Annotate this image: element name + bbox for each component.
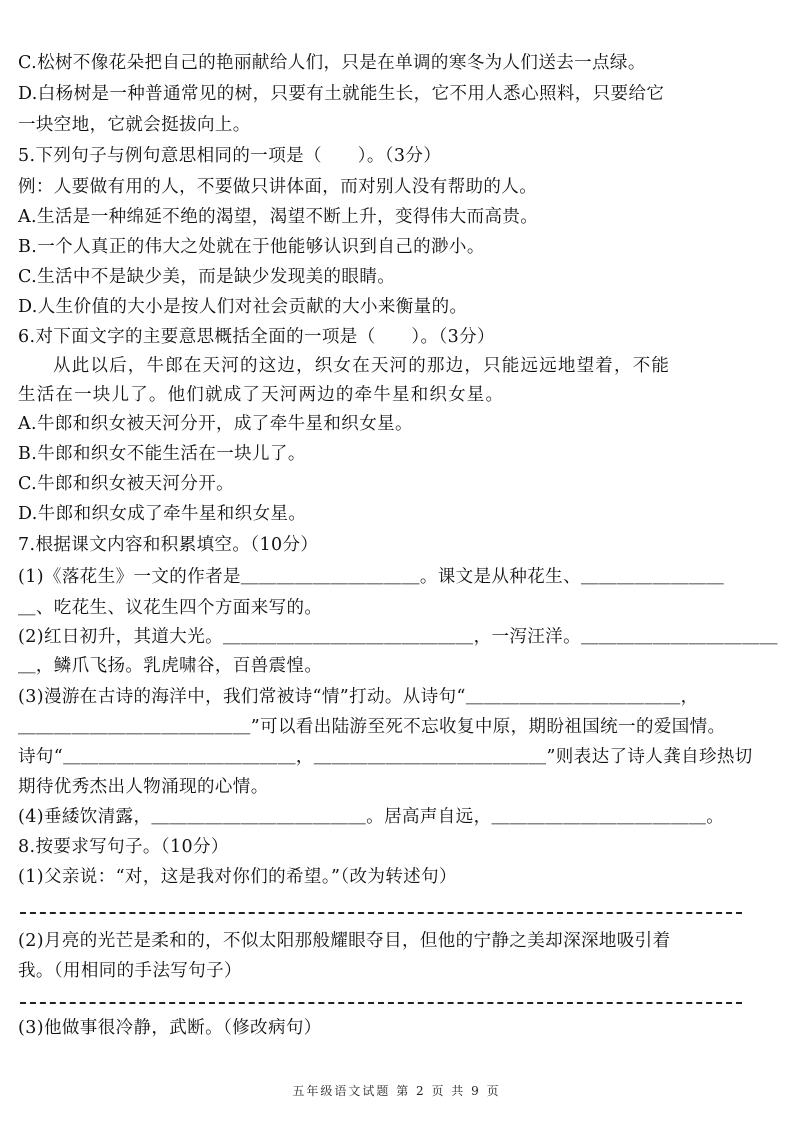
option-c-q6: C.牛郎和织女被天河分开。 bbox=[18, 474, 235, 494]
q8-item2-line2: 我。（用相同的手法写句子） bbox=[18, 961, 242, 981]
option-d-q6: D.牛郎和织女成了牵牛星和织女星。 bbox=[18, 504, 307, 524]
option-d-q5: D.人生价值的大小是按人们对社会贡献的大小来衡量的。 bbox=[18, 297, 468, 317]
option-d-q4-line1: D.白杨树是一种普通常见的树，只要有土就能生长，它不用人悉心照料，只要给它 bbox=[18, 84, 665, 104]
q7-item3-line4: 期待优秀杰出人物涌现的心情。 bbox=[18, 777, 269, 797]
question-5-example: 例：人要做有用的人，不要做只讲体面，而对别人没有帮助的人。 bbox=[18, 177, 538, 197]
q8-item3: (3)他做事很冷静，武断。（修改病句） bbox=[18, 1018, 322, 1038]
option-c-q5: C.生活中不是缺少美，而是缺少发现美的眼睛。 bbox=[18, 267, 396, 287]
question-7-heading: 7.根据课文内容和积累填空。（10分） bbox=[18, 535, 319, 555]
q6-passage-line2: 生活在一块儿了。他们就成了天河两边的牵牛星和织女星。 bbox=[18, 385, 505, 405]
page-footer: 五年级语文试题 第 2 页 共 9 页 bbox=[292, 1084, 501, 1098]
question-6-heading: 6.对下面文字的主要意思概括全面的一项是（ ）。（3分） bbox=[18, 327, 495, 347]
q7-item2-line2: ＿，鳞爪飞扬。乳虎啸谷，百兽震惶。 bbox=[18, 656, 323, 676]
q6-passage-line1: 从此以后，牛郎在天河的这边，织女在天河的那边，只能远远地望着，不能 bbox=[53, 356, 671, 376]
option-b-q5: B.一个人真正的伟大之处就在于他能够认识到自己的渺小。 bbox=[18, 237, 485, 257]
q7-item1-line2: ＿、吃花生、议花生四个方面来写的。 bbox=[18, 598, 323, 618]
q8-item1: (1)父亲说：“对，这是我对你们的希望。”（改为转述句） bbox=[18, 867, 457, 887]
q7-item1-line1: (1)《落花生》一文的作者是＿＿＿＿＿＿＿＿＿＿。课文是从种花生、＿＿＿＿＿＿＿＿ bbox=[18, 567, 725, 587]
q7-item3-line2: ＿＿＿＿＿＿＿＿＿＿＿＿＿”可以看出陆游至死不忘收复中原，期盼祖国统一的爱国情。 bbox=[18, 717, 726, 737]
q7-item3-line3: 诗句“＿＿＿＿＿＿＿＿＿＿＿＿＿，＿＿＿＿＿＿＿＿＿＿＿＿＿”则表达了诗人龚自珍热切 bbox=[18, 747, 753, 767]
option-a-q5: A.生活是一种绵延不绝的渴望，渴望不断上升，变得伟大而高贵。 bbox=[18, 207, 539, 227]
question-5-heading: 5.下列句子与例句意思相同的一项是（ ）。（3分） bbox=[18, 146, 442, 166]
q7-item3-line1: (3)漫游在古诗的海洋中，我们常被诗“情”打动。从诗句“＿＿＿＿＿＿＿＿＿＿＿＿， bbox=[18, 687, 699, 707]
question-8-heading: 8.按要求写句子。（10分） bbox=[18, 837, 229, 857]
option-c-q4: C.松树不像花朵把自己的艳丽献给人们，只是在单调的寒冬为人们送去一点绿。 bbox=[18, 53, 646, 73]
q7-item2-line1: (2)红日初升，其道大光。＿＿＿＿＿＿＿＿＿＿＿＿＿＿，一泻汪洋。＿＿＿＿＿＿＿＿＿＿＿ bbox=[18, 627, 778, 647]
option-b-q6: B.牛郎和织女不能生活在一块儿了。 bbox=[18, 444, 306, 464]
q8-item2-line1: (2)月亮的光芒是柔和的，不似太阳那般耀眼夺目，但他的宁静之美却深深地吸引着 bbox=[18, 931, 671, 951]
q7-item4: (4)垂緌饮清露，＿＿＿＿＿＿＿＿＿＿＿＿。居高声自远，＿＿＿＿＿＿＿＿＿＿＿＿。 bbox=[18, 807, 725, 827]
answer-line bbox=[20, 1002, 742, 1004]
answer-line bbox=[20, 912, 742, 914]
option-a-q6: A.牛郎和织女被天河分开，成了牵牛星和织女星。 bbox=[18, 414, 413, 434]
option-d-q4-line2: 一块空地，它就会挺拔向上。 bbox=[18, 115, 251, 135]
